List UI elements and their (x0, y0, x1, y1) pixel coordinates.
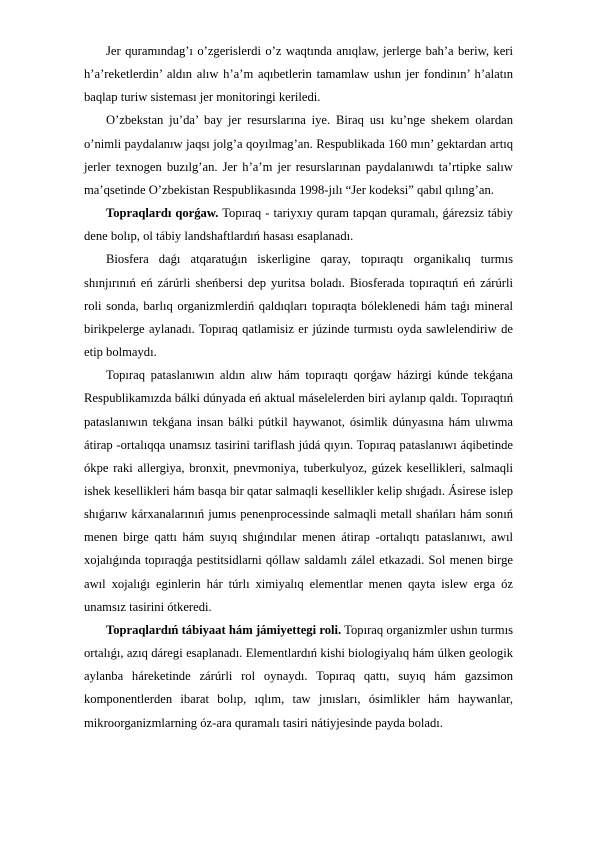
paragraph-text: Topıraq - tariyxıy quram tapqan quramalı, ǵárezsiz tábiy dene bolıp, ol tábiy landshaftlardıń hasası esaplanadı. (84, 206, 513, 244)
paragraph-text: O’zbekstan ju’da’ bay jer resurslarına iye. Biraq usı ku’nge shekem olardan o’nimli paydalanıw jaqsı jolg’a qoyılmag’an. Respublikada 160 mın’ gektardan artıq jerler texnogen buzılg’an. Jer h’a’m jer resurslarınan paydalanıwdı ta’rtipke salıw ma’qsetinde O’zbekistan Respublikasında 1998-jılı “Jer kodeksi” qabıl qılıng’an. (84, 113, 513, 197)
paragraph-soil-pollution (84, 364, 513, 619)
paragraph-soil-role-in-nature (84, 619, 513, 735)
paragraph-text: Topıraq pataslanıwın aldın alıw hám topıraqtı qorǵaw házirgi kúnde tekǵana Respublikamızda bálki dúnyada eń aktual máselelerden biri aylanıp qaldı. Topıraqtıń pataslanıwın tekǵana insan bálki pútkil haywanot, ósimlik dúnyasına hám ulıwma átirap -ortalıqqa unamsız tasirini tariflash júdá qıyın. Topıraq pataslanıwı áqibetinde ókpe raki allergiya, bronxit, pnevmoniya, tuberkulyoz, gúzek kesellikleri, salmaqli ishek kesellikleri hám basqa bir qatar salmaqli kesellikler kelip shıǵadı. Ásirese islep shıǵarıw kárxanalarınıń jumıs penenprocessinde salmaqli metall shańları hám sonıń menen birge qattı hám suyıq shıǵındılar menen átirap -ortalıqtı pataslanıwı, awıl xojalıǵında topıraqǵa pestitsidlarni qóllaw saldamlı zálel etkazadi. Sol menen birge awıl xojalıǵı eginlerin hár túrlı ximiyalıq elementlar menen qayta islew erga óz unamsız tasirini ótkeredi. (84, 368, 513, 614)
paragraph-soil-protection (84, 202, 513, 248)
section-heading-soil-role: Topraqlardıń tábiyaat hám jámiyettegi roli. (106, 622, 342, 637)
paragraph-biosphere-role (84, 248, 513, 364)
paragraph-text: Topıraq organizmler ushın turmıs ortalıǵı, azıq dáregi esaplanadı. Elementlardıń kishi biologiyalıq hám úlken geologik aylanba háreketinde zárúrli rol oynaydı. Topıraq qattı, suyıq hám gazsimon komponentlerden ibarat bolıp, ıqlım, taw jınısları, ósimlikler hám haywanlar, mikroorganizmlarning óz-ara quramalı tasiri nátiyjesinde payda boladı. (84, 622, 513, 730)
section-heading-soil-protection: Topraqlardı qorǵaw. (106, 206, 219, 221)
paragraph-uzbekistan-land-resources (84, 109, 513, 202)
document-page (84, 40, 513, 735)
paragraph-text: Jer quramındag’ı o’zgerislerdi o’z waqtında anıqlaw, jerlerge bah’a beriw, keri h’a’reketlerdin’ aldın alıw h’a’m aqıbetlerin tamamlaw ushın jer fondinın’ h’alatın baqlap turiw sisteması jer monitoringi keriledi. (84, 44, 513, 105)
paragraph-land-monitoring (84, 40, 513, 109)
paragraph-text: Biosfera daǵı atqaratuǵın iskerligine qaray, topıraqtı organikalıq turmıs shınjırınıń eń zárúrli sheńbersi dep yuritsa boladı. Biosferada topıraqtıń eń zárúrli roli sonda, barlıq organizmlerdiń qaldıqları topıraqta bóleklenedi hám taǵı mineral birikpelerge aylanadı. Topıraq qatlamisiz er júzinde turmıstı oyda sawlelendiriw de etip bolmaydı. (84, 252, 513, 360)
